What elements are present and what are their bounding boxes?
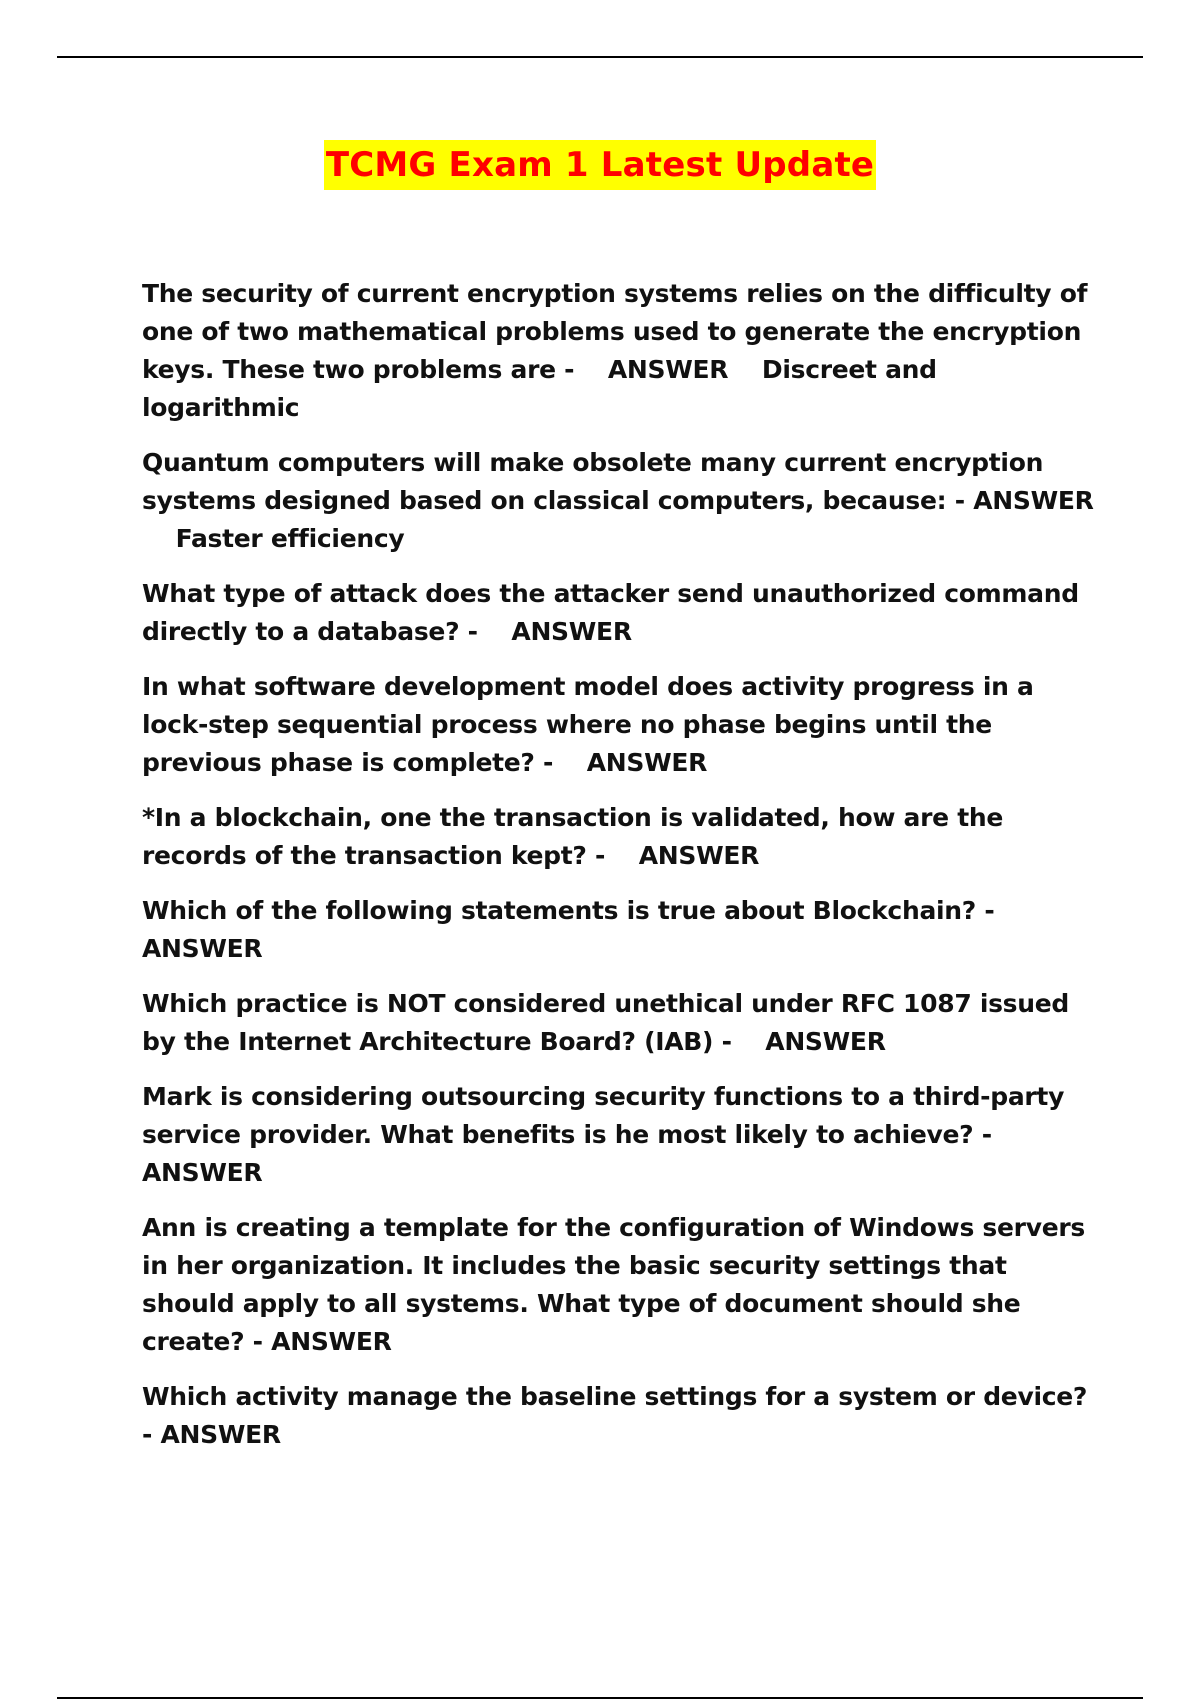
bottom-rule (57, 1697, 1143, 1699)
question-text: Mark is considering outsourcing security functions to a third-party service provider. What benefits is he most likely to achieve? - (142, 1082, 1065, 1149)
answer-label: ANSWER (142, 934, 263, 963)
title-block (0, 140, 1200, 190)
qa-item (142, 985, 1097, 1061)
answer-label: ANSWER (765, 1027, 886, 1056)
answer-label: ANSWER (271, 1327, 392, 1356)
question-text: Which activity manage the baseline settings for a system or device? - (142, 1382, 1088, 1449)
answer-label: ANSWER (638, 841, 760, 870)
answer-label: ANSWER (607, 355, 729, 384)
answer-text: Faster efficiency (175, 524, 405, 553)
question-text: The security of current encryption systems relies on the difficulty of one of two mathematical problems used to generate the encryption keys. These two problems are - (142, 279, 1088, 384)
qa-item (142, 1378, 1097, 1454)
page-title: TCMG Exam 1 Latest Update (324, 140, 876, 190)
question-list (142, 275, 1097, 1471)
qa-item (142, 575, 1097, 651)
answer-label: ANSWER (586, 748, 708, 777)
qa-item (142, 799, 1097, 875)
question-text: Quantum computers will make obsolete many current encryption systems designed based on classical computers, because: - (142, 448, 1044, 515)
qa-item (142, 1078, 1097, 1192)
question-text: Ann is creating a template for the configuration of Windows servers in her organization. It includes the basic security settings that should apply to all systems. What type of document should she create? - (142, 1213, 1085, 1356)
answer-text: Discreet and logarithmic (142, 355, 937, 422)
answer-label: ANSWER (511, 617, 632, 646)
answer-label: ANSWER (160, 1420, 281, 1449)
question-text: Which of the following statements is true about Blockchain? - (142, 896, 995, 925)
top-rule (57, 56, 1143, 58)
qa-item (142, 275, 1097, 427)
qa-item (142, 444, 1097, 558)
question-text: In what software development model does activity progress in a lock-step sequential process where no phase begins until the previous phase is complete? - (142, 672, 1034, 777)
qa-item (142, 892, 1097, 968)
question-text: What type of attack does the attacker send unauthorized command directly to a database? - (142, 579, 1079, 646)
question-text: *In a blockchain, one the transaction is validated, how are the records of the transaction kept? - (142, 803, 1004, 870)
qa-item (142, 668, 1097, 782)
answer-label: ANSWER (142, 1158, 263, 1187)
question-text: Which practice is NOT considered unethical under RFC 1087 issued by the Internet Architecture Board? (IAB) - (142, 989, 1069, 1056)
qa-item (142, 1209, 1097, 1361)
answer-label: ANSWER (973, 486, 1094, 515)
